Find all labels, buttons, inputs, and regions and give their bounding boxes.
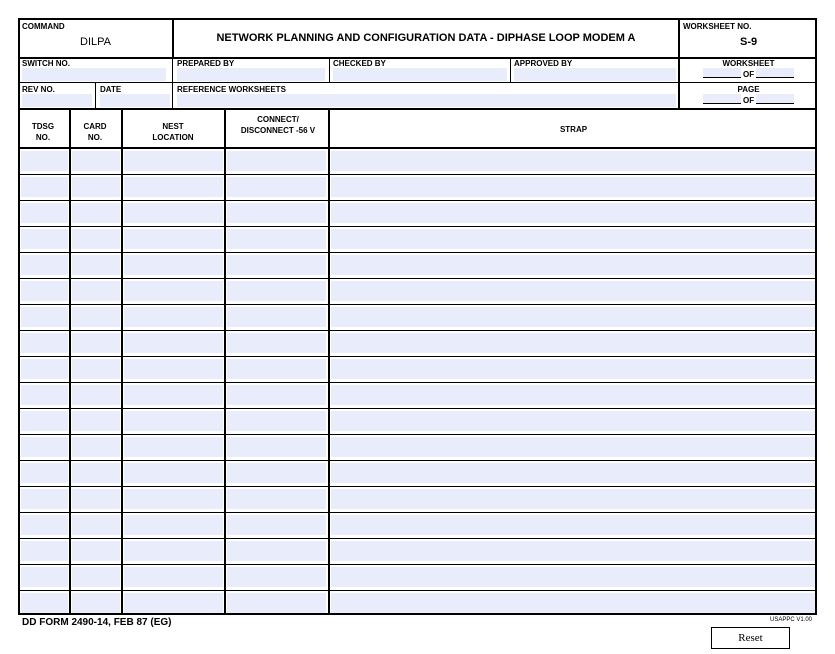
connect-cell[interactable] bbox=[227, 463, 326, 483]
page-of-label: OF bbox=[743, 96, 755, 105]
card-cell[interactable] bbox=[72, 489, 120, 509]
worksheet-of-label: OF bbox=[743, 70, 755, 79]
reference-worksheets-field[interactable] bbox=[177, 94, 676, 107]
tdsg-cell[interactable] bbox=[21, 177, 68, 197]
nest-cell[interactable] bbox=[124, 437, 223, 457]
nest-cell[interactable] bbox=[124, 333, 223, 353]
strap-cell[interactable] bbox=[331, 437, 815, 457]
strap-cell[interactable] bbox=[331, 255, 815, 275]
tdsg-cell[interactable] bbox=[21, 255, 68, 275]
prepared-by-field[interactable] bbox=[177, 68, 325, 81]
nest-cell[interactable] bbox=[124, 411, 223, 431]
rev-no-field[interactable] bbox=[22, 94, 92, 107]
strap-cell[interactable] bbox=[331, 593, 815, 613]
connect-cell[interactable] bbox=[227, 385, 326, 405]
strap-cell[interactable] bbox=[331, 541, 815, 561]
connect-cell[interactable] bbox=[227, 593, 326, 613]
tdsg-cell[interactable] bbox=[21, 203, 68, 223]
table-row bbox=[19, 461, 816, 487]
connect-cell[interactable] bbox=[227, 255, 326, 275]
command-value[interactable]: DILPA bbox=[80, 36, 111, 48]
card-cell[interactable] bbox=[72, 567, 120, 587]
connect-cell[interactable] bbox=[227, 541, 326, 561]
form-id: DD FORM 2490-14, FEB 87 (EG) bbox=[22, 617, 172, 628]
nest-cell[interactable] bbox=[124, 593, 223, 613]
col-header-connect: CONNECT/ DISCONNECT -56 V bbox=[240, 115, 316, 135]
reference-worksheets-label: REFERENCE WORKSHEETS bbox=[177, 85, 286, 94]
tdsg-cell[interactable] bbox=[21, 463, 68, 483]
tdsg-cell[interactable] bbox=[21, 437, 68, 457]
strap-cell[interactable] bbox=[331, 203, 815, 223]
table-row bbox=[19, 305, 816, 331]
table-row bbox=[19, 175, 816, 201]
reset-button[interactable]: Reset bbox=[711, 627, 790, 649]
form-title: NETWORK PLANNING AND CONFIGURATION DATA - DIPHASE LOOP MODEM A bbox=[216, 32, 636, 44]
table-row bbox=[19, 331, 816, 357]
header-divider-2 bbox=[18, 82, 817, 83]
header-vdivider-ref bbox=[172, 82, 173, 108]
card-cell[interactable] bbox=[72, 541, 120, 561]
nest-cell[interactable] bbox=[124, 541, 223, 561]
table-row bbox=[19, 539, 816, 565]
connect-cell[interactable] bbox=[227, 411, 326, 431]
card-cell[interactable] bbox=[72, 411, 120, 431]
card-cell[interactable] bbox=[72, 229, 120, 249]
prepared-by-label: PREPARED BY bbox=[177, 59, 235, 68]
table-row bbox=[19, 591, 816, 617]
worksheet-label: WORKSHEET bbox=[722, 59, 775, 68]
strap-cell[interactable] bbox=[331, 385, 815, 405]
tdsg-cell[interactable] bbox=[21, 541, 68, 561]
table-row bbox=[19, 409, 816, 435]
strap-cell[interactable] bbox=[331, 567, 815, 587]
nest-cell[interactable] bbox=[124, 489, 223, 509]
nest-cell[interactable] bbox=[124, 463, 223, 483]
tdsg-cell[interactable] bbox=[21, 281, 68, 301]
page-of-field[interactable] bbox=[756, 94, 794, 104]
tdsg-cell[interactable] bbox=[21, 359, 68, 379]
nest-cell[interactable] bbox=[124, 177, 223, 197]
switch-no-label: SWITCH NO. bbox=[22, 59, 70, 68]
command-label: COMMAND bbox=[22, 22, 65, 31]
tdsg-cell[interactable] bbox=[21, 411, 68, 431]
table-row bbox=[19, 383, 816, 409]
connect-cell[interactable] bbox=[227, 307, 326, 327]
worksheet-of-field[interactable] bbox=[756, 68, 794, 78]
connect-cell[interactable] bbox=[227, 567, 326, 587]
header-vdivider-approved bbox=[510, 57, 511, 83]
table-row bbox=[19, 357, 816, 383]
nest-cell[interactable] bbox=[124, 567, 223, 587]
date-label: DATE bbox=[100, 85, 122, 94]
nest-cell[interactable] bbox=[124, 229, 223, 249]
card-cell[interactable] bbox=[72, 593, 120, 613]
tdsg-cell[interactable] bbox=[21, 333, 68, 353]
nest-cell[interactable] bbox=[124, 359, 223, 379]
checked-by-field[interactable] bbox=[333, 68, 507, 81]
connect-cell[interactable] bbox=[227, 281, 326, 301]
col-header-strap: STRAP bbox=[559, 125, 588, 134]
strap-cell[interactable] bbox=[331, 281, 815, 301]
connect-cell[interactable] bbox=[227, 229, 326, 249]
header-vdivider-prepared bbox=[172, 57, 173, 83]
switch-no-field[interactable] bbox=[22, 68, 166, 81]
approved-by-label: APPROVED BY bbox=[514, 59, 573, 68]
table-row bbox=[19, 279, 816, 305]
strap-cell[interactable] bbox=[331, 411, 815, 431]
card-cell[interactable] bbox=[72, 437, 120, 457]
connect-cell[interactable] bbox=[227, 151, 326, 171]
header-divider-3 bbox=[18, 108, 817, 110]
nest-cell[interactable] bbox=[124, 281, 223, 301]
worksheet-no-value[interactable]: S-9 bbox=[740, 36, 758, 48]
tdsg-cell[interactable] bbox=[21, 151, 68, 171]
strap-cell[interactable] bbox=[331, 489, 815, 509]
tdsg-cell[interactable] bbox=[21, 515, 68, 535]
card-cell[interactable] bbox=[72, 255, 120, 275]
nest-cell[interactable] bbox=[124, 385, 223, 405]
tdsg-cell[interactable] bbox=[21, 593, 68, 613]
connect-cell[interactable] bbox=[227, 333, 326, 353]
col-header-card: CARD NO. bbox=[83, 122, 107, 142]
strap-cell[interactable] bbox=[331, 307, 815, 327]
col-header-tdsg: TDSG NO. bbox=[31, 122, 55, 142]
tdsg-cell[interactable] bbox=[21, 229, 68, 249]
tdsg-cell[interactable] bbox=[21, 567, 68, 587]
card-cell[interactable] bbox=[72, 333, 120, 353]
checked-by-label: CHECKED BY bbox=[333, 59, 386, 68]
tdsg-cell[interactable] bbox=[21, 489, 68, 509]
card-cell[interactable] bbox=[72, 359, 120, 379]
nest-cell[interactable] bbox=[124, 203, 223, 223]
card-cell[interactable] bbox=[72, 463, 120, 483]
card-cell[interactable] bbox=[72, 203, 120, 223]
card-cell[interactable] bbox=[72, 151, 120, 171]
table-row bbox=[19, 227, 816, 253]
connect-cell[interactable] bbox=[227, 515, 326, 535]
page-num-field[interactable] bbox=[703, 94, 741, 104]
connect-cell[interactable] bbox=[227, 203, 326, 223]
nest-cell[interactable] bbox=[124, 515, 223, 535]
table-row bbox=[19, 487, 816, 513]
strap-cell[interactable] bbox=[331, 359, 815, 379]
table-row bbox=[19, 435, 816, 461]
tdsg-cell[interactable] bbox=[21, 385, 68, 405]
table-row bbox=[19, 565, 816, 591]
worksheet-num-field[interactable] bbox=[703, 68, 741, 78]
version-label: USAPPC V1.00 bbox=[770, 617, 813, 623]
strap-cell[interactable] bbox=[331, 177, 815, 197]
strap-cell[interactable] bbox=[331, 229, 815, 249]
strap-cell[interactable] bbox=[331, 151, 815, 171]
col-header-nest: NEST LOCATION bbox=[152, 122, 194, 142]
nest-cell[interactable] bbox=[124, 151, 223, 171]
approved-by-field[interactable] bbox=[514, 68, 676, 81]
connect-cell[interactable] bbox=[227, 489, 326, 509]
connect-cell[interactable] bbox=[227, 359, 326, 379]
page-label: PAGE bbox=[737, 85, 760, 94]
card-cell[interactable] bbox=[72, 385, 120, 405]
connect-cell[interactable] bbox=[227, 177, 326, 197]
card-cell[interactable] bbox=[72, 177, 120, 197]
header-vdivider-date bbox=[95, 82, 96, 108]
connect-cell[interactable] bbox=[227, 437, 326, 457]
table-row bbox=[19, 201, 816, 227]
nest-cell[interactable] bbox=[124, 307, 223, 327]
card-cell[interactable] bbox=[72, 307, 120, 327]
table-row bbox=[19, 513, 816, 539]
table-row bbox=[19, 149, 816, 175]
tdsg-cell[interactable] bbox=[21, 307, 68, 327]
table-row bbox=[19, 253, 816, 279]
rev-no-label: REV NO. bbox=[22, 85, 55, 94]
worksheet-no-label: WORKSHEET NO. bbox=[683, 22, 752, 31]
strap-cell[interactable] bbox=[331, 333, 815, 353]
card-cell[interactable] bbox=[72, 281, 120, 301]
strap-cell[interactable] bbox=[331, 515, 815, 535]
strap-cell[interactable] bbox=[331, 463, 815, 483]
card-cell[interactable] bbox=[72, 515, 120, 535]
nest-cell[interactable] bbox=[124, 255, 223, 275]
header-vdivider-checked bbox=[329, 57, 330, 83]
date-field[interactable] bbox=[100, 94, 170, 107]
